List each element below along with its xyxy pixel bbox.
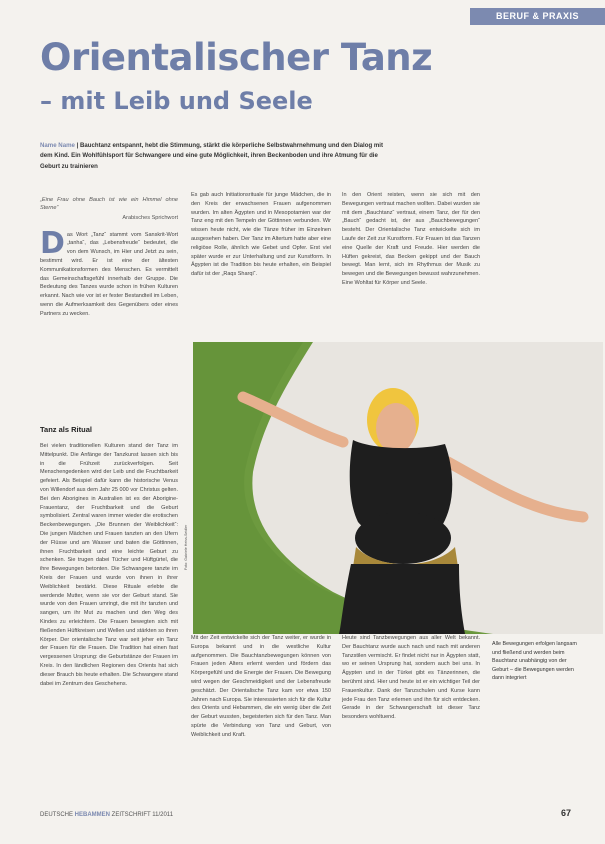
column-2-top: [191, 191, 331, 279]
intro-text: as Wort „Tanz“ stammt vom Sanskrit-Wort „tanha“, das „Lebensfreude“ bedeutet, die von dem Wunsch, im Hier und Jetzt zu sein, bestimmt wird. Er ist eine der ältesten Kommunikationsformen des Menschen. Es vermittelt das Gemeinschaftsgefühl innerhalb der Gruppe. Die Bedeutung des Tanzes wurde schon in frühen Kulturen erkannt. Nach wie vor ist er fester Bestandteil im Leben, wenn die Aufmerksamkeit des Gegenübers oder eines Partners zu wecken.: [40, 231, 178, 317]
intro-paragraph: [40, 225, 178, 319]
drop-cap: D: [40, 225, 65, 261]
footer-brand: HEBAMMEN: [74, 812, 111, 818]
article-lead: [40, 141, 385, 172]
column-3-bottom-text: Heute sind Tanzbewegungen aus aller Welt bekannt. Der Bauchtanz wurde auch nach und nach mit anderen Tanzstilen vermischt. Er findet nicht nur in Ägypten statt, wo er seinen Ursprung hat, sondern auch bei uns. In Ägypten und in der Türkei gibt es Tänzerinnen, die berühmt sind. Hier und heute ist er ein wichtiger Teil der Frauenkultur. Dank der Tanzschulen und Kurse kann jede Frau den Tanz erlernen und ihn für sich entdecken. Gerade in der Schwangerschaft ist dieser Tanz besonders wohltuend.: [342, 635, 480, 721]
column-2-bottom-text: Mit der Zeit entwickelte sich der Tanz weiter, er wurde in Europa bekannt und in die westliche Kultur aufgenommen. Die Bauchtanzbewegungen können von Frauen jeden Alters erlernt werden und fördern das Körpergefühl und die Energie der Frauen. Die Bewegung wird wegen der Geschmeidigkeit und der Lebensfreude geschätzt. Der Orientalische Tanz kam vor etwa 150 Jahren nach Europa. Sie interessierten sich für die Kultur des Orients und Hebammen, die ein wenig über die Zeit der Geburt wussten, begeisterten sich für den Tanz. Man spürte die Verbindung von Tanz und Geburt, von Weiblichkeit und Kraft.: [191, 635, 331, 738]
column-3-bottom: [342, 634, 480, 722]
subheading-ritual: Tanz als Ritual: [40, 425, 92, 434]
article-title: Orientalischer Tanz: [40, 36, 433, 79]
column-1-top: [40, 196, 178, 319]
section-tag: BERUF & PRAXIS: [470, 8, 605, 25]
dancer-photo: [193, 342, 603, 634]
footer-magazine: [40, 812, 173, 818]
epigraph-source: Arabisches Sprichwort: [122, 214, 178, 221]
page-number: 67: [561, 808, 572, 818]
column-1-bottom: [40, 425, 178, 688]
lead-separator: |: [74, 142, 80, 149]
column-2-bottom: [191, 634, 331, 740]
ritual-text: Bei vielen traditionellen Kulturen stand der Tanz im Mittelpunkt. Die Anfänge der Tanzkunst lassen sich bis in die Frühzeit zurückverfolgen. Seit Menschengedenken wird der Leib und die Fruchtbarkeit gefeiert. Als Beispiel dafür kann die historische Venus von Willendorf aus dem Jahr 25 000 vor Christus gelten. Bei den Aborigines in Australien ist es der Aborigine-Frauentanz, der Fruchtbarkeit und die Geburt symbolisiert. Zentral waren immer wieder die erotischen Beckenbewegungen. „Die Brunnen der Weiblichkeit“: Die jungen Mädchen und Frauen tanzten an den Ufern der Flüsse und am Wasser und baten die Göttinnen, ihnen Fruchtbarkeit und eine leichte Geburt zu schenken. Sie trugen dabei Tücher und Hüftgürtel, die ihre Bewegungen betonten. Die Schwangere tanzte im Kreis der Frauen und wurde von ihnen in ihrer Weiblichkeit bestärkt. Diese Rituale erlebte die werdende Mutter, wenn sie vor der Geburt stand. Sie wurde von den Frauen umringt, die mit ihr tanzten und sangen, um ihr Mut zu machen und den Weg des Kindes zu erleichtern. Die Frauen bewegten sich mit fließenden Hüftkreisen und Wellen und stärkten so ihren Körper. Der orientalische Tanz war seit jeher ein Tanz der Frauen für die Frauen. Die Tradition hat einen fast vergessenen Ursprung: die Geburtstänze der Frauen im Kreis. In den ländlichen Regionen des Orients hat sich dieser Brauch bis heute erhalten. Die Schwangere stand dabei im Zentrum des Geschehens.: [40, 443, 178, 687]
lead-text: Bauchtanz entspannt, hebt die Stimmung, stärkt die körperliche Selbstwahrnehmung und den Dialog mit dem Kind. Ein Wohlfühlsport für Schwangere und eine gute Möglichkeit, ihren Beckenboden und ihre Atmung für die Geburt zu trainieren: [40, 142, 384, 170]
dancer-belly: [355, 512, 451, 564]
epigraph-quote: „Eine Frau ohne Bauch ist wie ein Himmel ohne Sterne“: [40, 197, 178, 212]
footer-prefix: DEUTSCHE: [40, 812, 75, 818]
footer-suffix: ZEITSCHRIFT 11/2011: [110, 812, 174, 818]
article-subtitle: – mit Leib und Seele: [40, 87, 313, 115]
column-3-top-text: In den Orient reisten, wenn sie sich mit den Bewegungen vertraut machen wollten. Dabei wurden sie mit dem „Bauchtanz“ vertraut, einem Tanz, der für den „Bauch“ gedacht ist, der aus „Bauchbewegungen“ besteht. Der Orientalische Tanz entwickelte sich im Laufe der Zeit zur Kunstform. Für Frauen ist das Tanzen eine Quelle der Kraft und Freude. Hier werden die Hüften gekreist, das Becken gekippt und der Bauch bewegt. Man lernt, sich im Rhythmus der Musik zu bewegen und die Bewegungen bewusst wahrzunehmen. Eine Wohltat für Körper und Seele.: [342, 192, 480, 286]
lead-author: Name Name: [40, 142, 75, 149]
dancer-illustration: [193, 342, 603, 634]
column-2-top-text: Es gab auch Initiationsrituale für junge Mädchen, die in den Kreis der erwachsenen Frauen aufgenommen wurden. Im alten Ägypten und in Mesopotamien war der Tanz eng mit den Tempeln der Göttinnen verbunden. Wir wissen heute nicht, wie die Tänze früher im Einzelnen ausgesehen haben. Der Tanz im Altertum hatte aber eine religiöse Rolle, ähnlich wie Gebet und Opfer. Erst viel später wurde er zur Unterhaltung und zur Kunstform. In Ägypten ist die Tradition bis heute erhalten, ein Beispiel dafür ist der „Raqs Sharqi“.: [191, 192, 331, 278]
dancer-face: [376, 403, 416, 453]
photo-caption: Alle Bewegungen erfolgen langsam und fließend und werden beim Bauchtanz unabhängig von der Geburt – die Bewegungen werden dann integriert: [492, 641, 577, 682]
photo-credit: Foto: Gabriele Heiss-Seidler: [184, 524, 188, 570]
dancer-skirt: [339, 564, 465, 634]
column-3-top: [342, 191, 480, 288]
